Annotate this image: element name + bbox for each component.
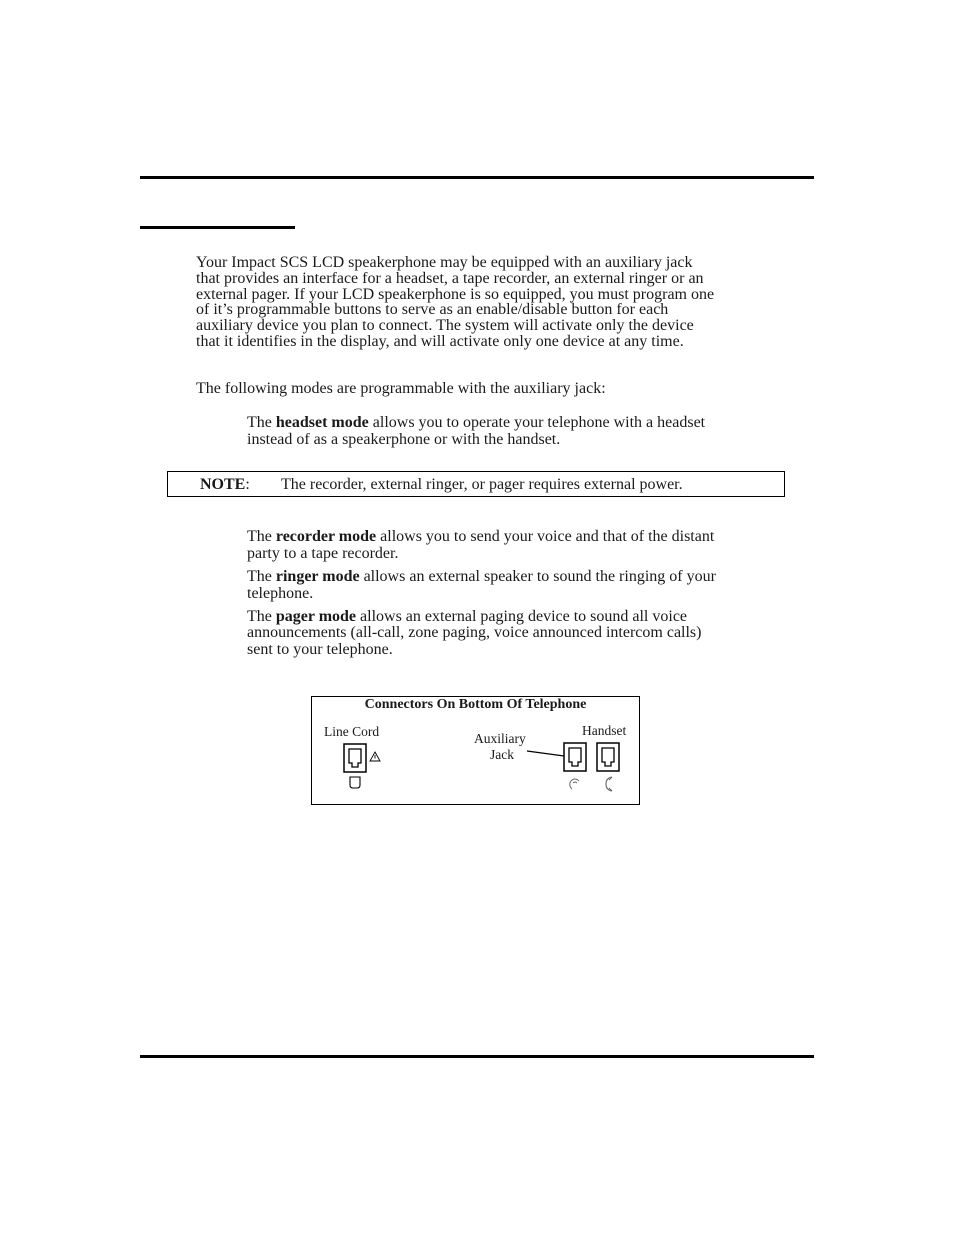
section-rule — [140, 226, 295, 229]
headset-mode-term: headset mode — [275, 414, 369, 431]
headset-mode-line1 — [247, 415, 705, 431]
auxiliary-symbol-icon — [567, 777, 583, 791]
recorder-mode-desc: allows you to send your voice and that of the distant — [376, 528, 715, 545]
handset-jack-icon — [596, 742, 620, 772]
intro-line: external pager. If your LCD speakerphone is so equipped, you must program one — [196, 286, 715, 303]
line-cord-symbol-icon — [348, 776, 362, 789]
pager-mode-line3: sent to your telephone. — [247, 641, 393, 658]
auxiliary-jack-icon — [563, 742, 587, 772]
line-cord-jack-icon — [343, 743, 367, 773]
auxiliary-pointer-line — [526, 749, 566, 759]
ringer-mode-term: ringer mode — [275, 568, 360, 585]
connectors-figure — [311, 696, 640, 805]
prefix: The — [247, 528, 276, 545]
pager-mode-line2: announcements (all-call, zone paging, voice announced intercom calls) — [247, 624, 702, 641]
intro-line: of it’s programmable buttons to serve as an enable/disable button for each — [196, 301, 669, 318]
ringer-mode-desc: allows an external speaker to sound the ringing of your — [359, 568, 716, 585]
recorder-mode-line1 — [247, 529, 714, 545]
note-text: The recorder, external ringer, or pager requires external power. — [281, 476, 683, 493]
recorder-mode-term: recorder mode — [275, 528, 377, 545]
intro-line: Your Impact SCS LCD speakerphone may be equipped with an auxiliary jack — [196, 254, 693, 271]
headset-mode-line2: instead of as a speakerphone or with the handset. — [247, 431, 561, 448]
auxiliary-jack-label-line1: Auxiliary — [474, 731, 526, 746]
intro-line: that provides an interface for a headset, a tape recorder, an external ringer or an — [196, 270, 704, 287]
headset-mode-desc: allows you to operate your telephone with a headset — [368, 414, 706, 431]
caution-icon — [369, 751, 381, 762]
pager-mode-term: pager mode — [275, 608, 357, 625]
figure-title: Connectors On Bottom Of Telephone — [364, 697, 587, 712]
prefix: The — [247, 568, 276, 585]
ringer-mode-line2: telephone. — [247, 585, 314, 602]
handset-symbol-icon — [602, 776, 616, 792]
bottom-rule — [140, 1055, 814, 1058]
prefix: The — [247, 414, 276, 431]
pager-mode-desc: allows an external paging device to sound all voice — [356, 608, 688, 625]
ringer-mode-line1 — [247, 569, 716, 585]
recorder-mode-line2: party to a tape recorder. — [247, 545, 399, 562]
prefix: The — [247, 608, 276, 625]
intro-line: auxiliary device you plan to connect. The system will activate only the device — [196, 317, 694, 334]
line-cord-label: Line Cord — [324, 724, 380, 739]
note-label: NOTE: — [200, 476, 250, 493]
intro-line: that it identifies in the display, and will activate only one device at any time. — [196, 333, 684, 350]
note-box — [167, 471, 785, 497]
auxiliary-jack-label-line2: Jack — [490, 747, 514, 762]
top-rule — [140, 176, 814, 179]
handset-label: Handset — [582, 723, 627, 738]
modes-intro: The following modes are programmable with the auxiliary jack: — [196, 380, 606, 397]
pager-mode-line1 — [247, 609, 687, 625]
